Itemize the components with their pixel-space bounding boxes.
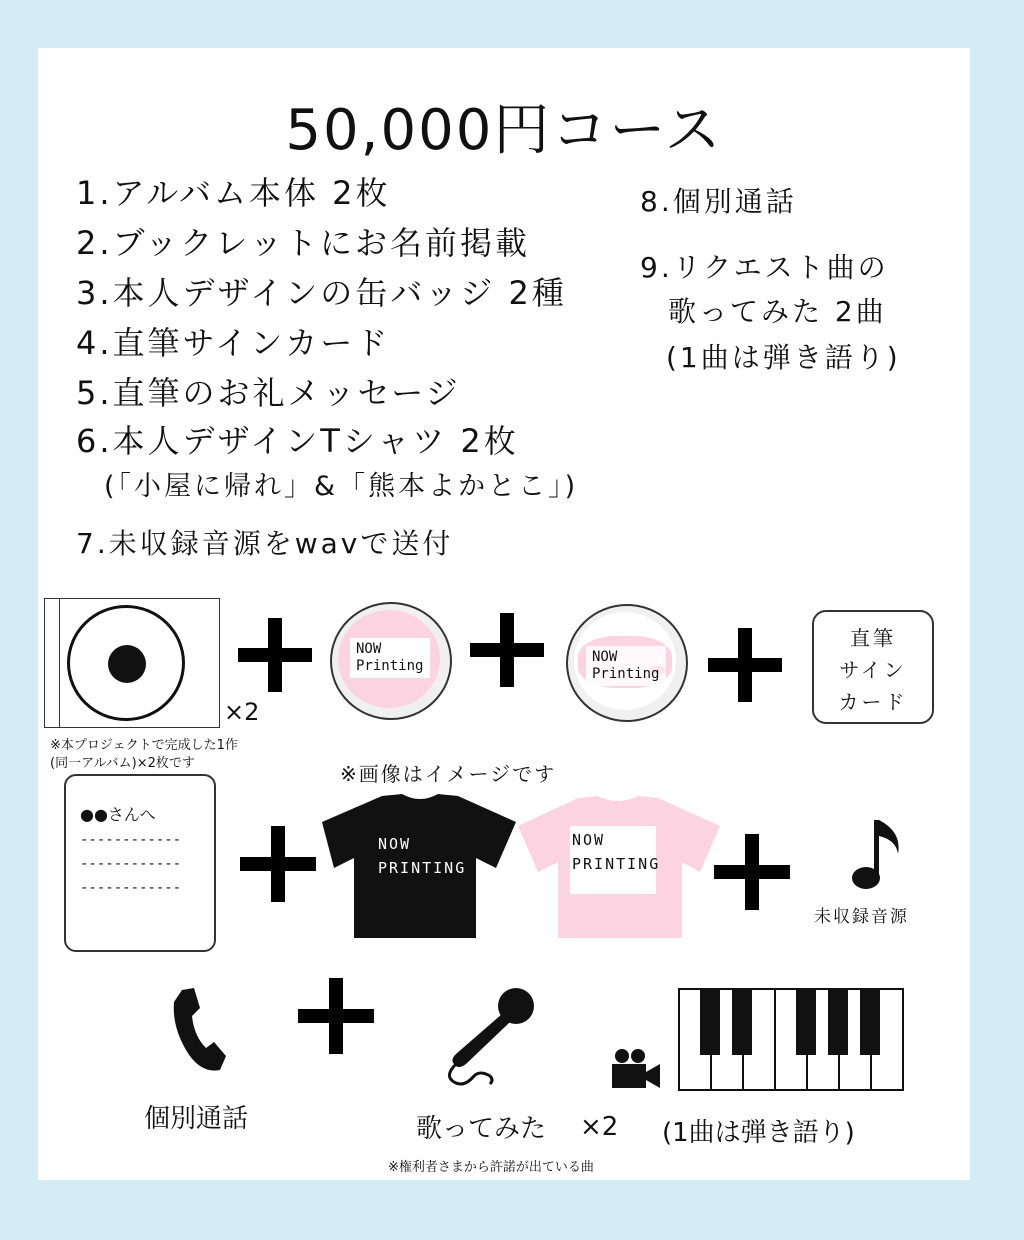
badge-pink: [330, 602, 452, 720]
microphone-icon: [440, 984, 540, 1088]
plus-icon: [240, 826, 316, 902]
page-title: 50,000円コース: [285, 98, 723, 163]
message-header: ●●さんへ: [80, 805, 156, 824]
plus-icon: [298, 978, 374, 1054]
course-card: [38, 48, 970, 1180]
sing-multiplier: ×2: [580, 1112, 619, 1142]
cd-note-line1: ※本プロジェクトで完成した1作: [50, 738, 238, 753]
message-card: [64, 774, 216, 952]
tshirt-pink-text2: PRINTING: [572, 855, 661, 873]
call-label: 個別通話: [144, 1104, 249, 1134]
plus-icon: [708, 628, 782, 702]
tshirt-black-text2: PRINTING: [378, 859, 467, 877]
piano-keyboard-icon: [678, 988, 904, 1092]
item-5: 5.直筆のお礼メッセージ: [76, 374, 461, 412]
item-9-line2: 歌ってみた 2曲: [668, 295, 887, 328]
badge-text: NOW Printing: [586, 646, 666, 686]
plus-icon: [714, 834, 790, 910]
plus-icon: [470, 613, 544, 687]
item-4: 4.直筆サインカード: [76, 324, 391, 362]
permission-note: ※権利者さまから許諾が出ている曲: [388, 1160, 594, 1175]
sign-card: [812, 610, 934, 724]
badge-lips: [566, 604, 688, 722]
tshirt-pink-text1: NOW: [572, 831, 606, 849]
item-6-detail: (「小屋に帰れ」&「熊本よかとこ」): [104, 471, 579, 502]
piano-label: (1曲は弾き語り): [662, 1118, 855, 1148]
message-line: ------------: [80, 832, 182, 848]
cd-multiplier: ×2: [224, 698, 260, 726]
sign-card-line3: カード: [838, 690, 908, 714]
phone-icon: [170, 986, 228, 1074]
cd-note-line2: (同一アルバム)×2枚です: [50, 756, 195, 771]
image-note: ※画像はイメージです: [340, 762, 557, 786]
sing-label: 歌ってみた: [416, 1114, 547, 1144]
item-6: 6.本人デザインTシャツ 2枚: [76, 422, 519, 460]
item-9-line3: (1曲は弾き語り): [666, 341, 901, 374]
item-7: 7.未収録音源をwavで送付: [76, 527, 454, 560]
sign-card-line1: 直筆: [850, 626, 896, 650]
item-3: 3.本人デザインの缶バッジ 2種: [76, 274, 567, 312]
message-line: ------------: [80, 880, 182, 896]
message-line: ------------: [80, 856, 182, 872]
music-label: 未収録音源: [814, 907, 909, 927]
music-note-icon: [850, 818, 904, 892]
tshirt-black-text1: NOW: [378, 835, 412, 853]
item-1: 1.アルバム本体 2枚: [76, 174, 391, 212]
sign-card-line2: サイン: [839, 658, 907, 682]
item-8: 8.個別通話: [640, 185, 797, 218]
item-2: 2.ブックレットにお名前掲載: [76, 224, 530, 262]
plus-icon: [238, 618, 312, 692]
item-9: 9.リクエスト曲の: [640, 251, 889, 284]
badge-text: NOW Printing: [350, 638, 430, 678]
cd-case-icon: [44, 598, 220, 728]
video-camera-icon: [610, 1048, 662, 1090]
